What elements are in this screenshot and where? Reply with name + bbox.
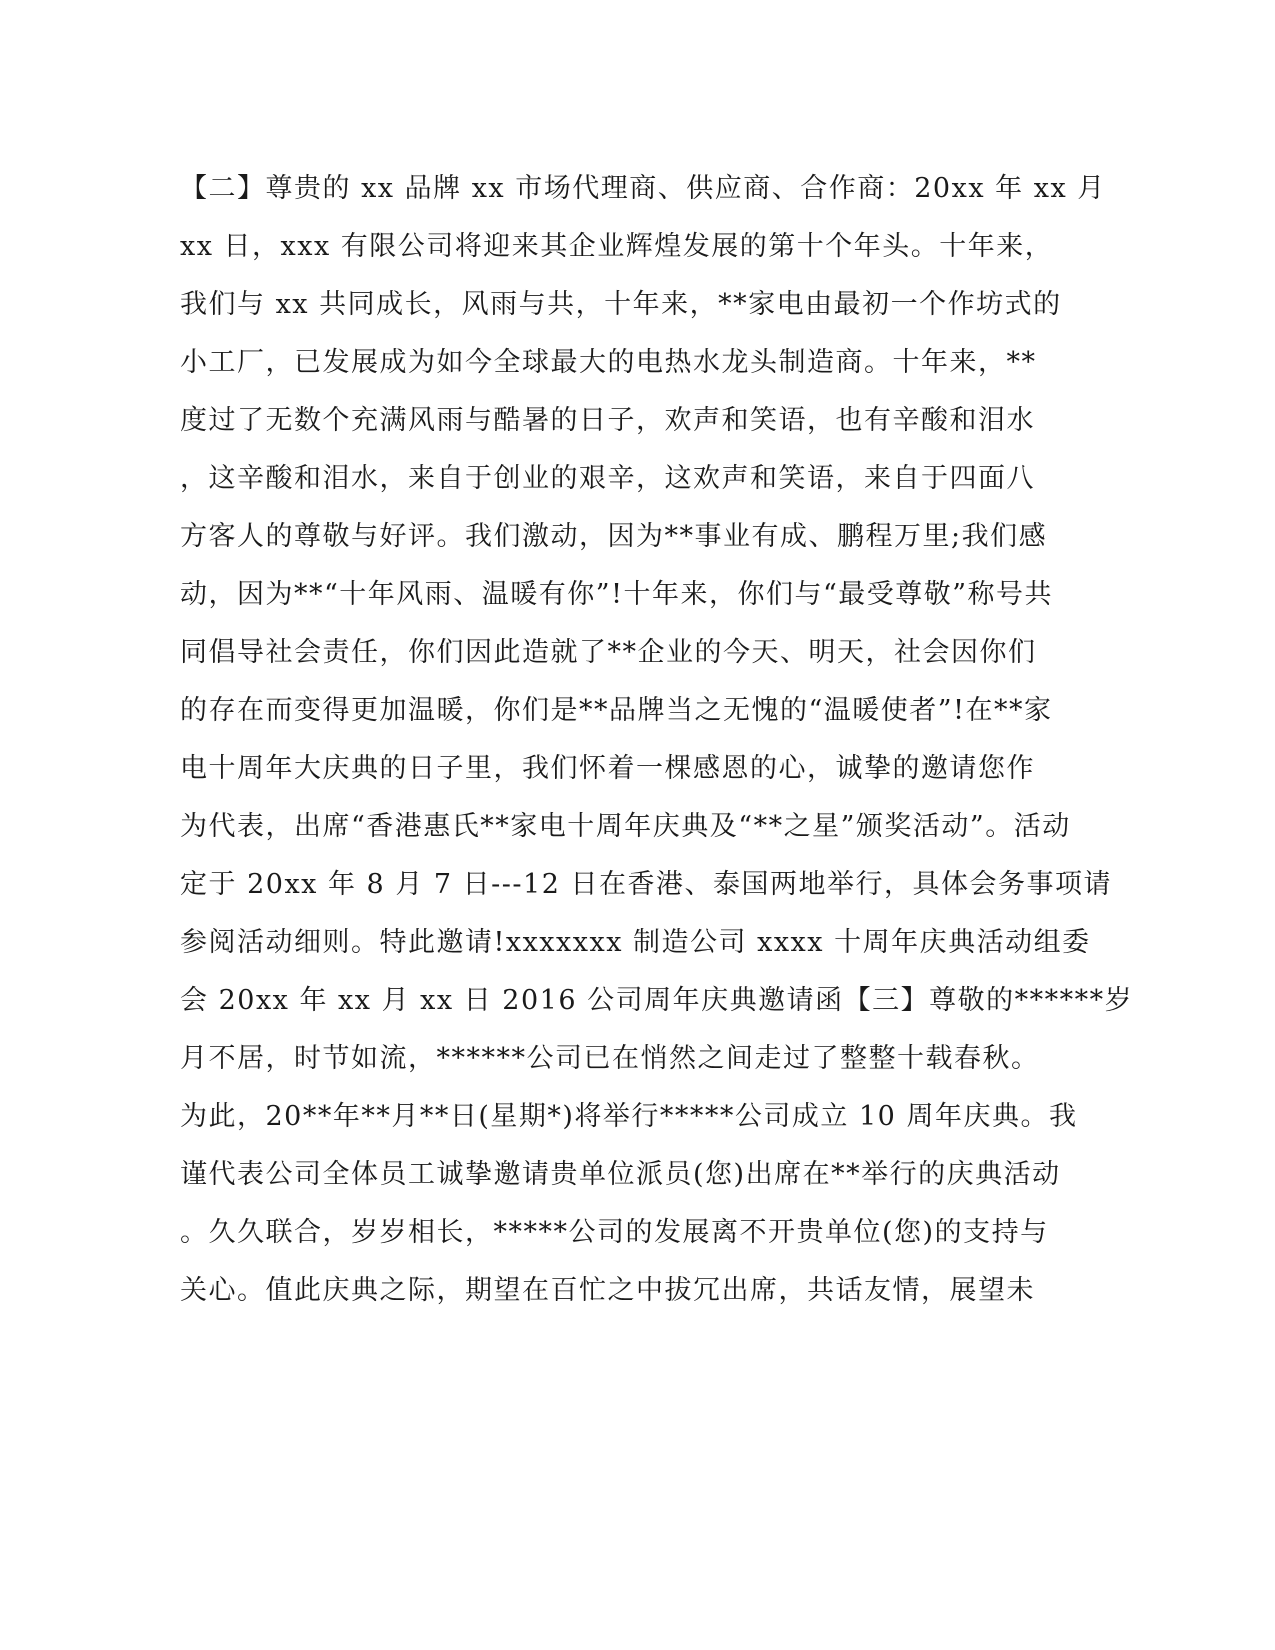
text-line: ，这辛酸和泪水，来自于创业的艰辛，这欢声和笑语，来自于四面八 xyxy=(180,463,1035,494)
text-line: 谨代表公司全体员工诚挚邀请贵单位派员(您)出席在**举行的庆典活动 xyxy=(180,1159,1061,1190)
text-line: 小工厂，已发展成为如今全球最大的电热水龙头制造商。十年来，** xyxy=(180,347,1037,378)
text-line: 参阅活动细则。特此邀请!xxxxxxx 制造公司 xxxx 十周年庆典活动组委 xyxy=(180,927,1091,958)
text-line: 关心。值此庆典之际，期望在百忙之中拔冗出席，共话友情，展望未 xyxy=(180,1275,1035,1306)
text-line: 为此，20**年**月**日(星期*)将举行*****公司成立 10 周年庆典。我 xyxy=(180,1101,1078,1132)
text-line: 月不居，时节如流，******公司已在悄然之间走过了整整十载春秋。 xyxy=(180,1043,1040,1074)
text-line: 的存在而变得更加温暖，你们是**品牌当之无愧的“温暖使者”!在**家 xyxy=(180,695,1053,726)
text-line: xx 日，xxx 有限公司将迎来其企业辉煌发展的第十个年头。十年来， xyxy=(180,231,1054,262)
text-line: 。久久联合，岁岁相长，*****公司的发展离不开贵单位(您)的支持与 xyxy=(180,1217,1049,1248)
text-line: 【二】尊贵的 xx 品牌 xx 市场代理商、供应商、合作商：20xx 年 xx 月 xyxy=(180,173,1106,204)
text-line: 动，因为**“十年风雨、温暖有你”!十年来，你们与“最受尊敬”称号共 xyxy=(180,579,1054,610)
body-text xyxy=(180,160,1134,1320)
text-line: 度过了无数个充满风雨与酷暑的日子，欢声和笑语，也有辛酸和泪水 xyxy=(180,405,1035,436)
text-line: 方客人的尊敬与好评。我们激动，因为**事业有成、鹏程万里;我们感 xyxy=(180,521,1048,552)
text-line: 会 20xx 年 xx 月 xx 日 2016 公司周年庆典邀请函【三】尊敬的******岁 xyxy=(180,985,1134,1016)
text-line: 同倡导社会责任，你们因此造就了**企业的今天、明天，社会因你们 xyxy=(180,637,1037,668)
text-line: 为代表，出席“香港惠氏**家电十周年庆典及“**之星”颁奖活动”。活动 xyxy=(180,811,1071,842)
text-line: 电十周年大庆典的日子里，我们怀着一棵感恩的心，诚挚的邀请您作 xyxy=(180,753,1035,784)
text-line: 我们与 xx 共同成长，风雨与共，十年来，**家电由最初一个作坊式的 xyxy=(180,289,1062,320)
text-line: 定于 20xx 年 8 月 7 日---12 日在香港、泰国两地举行，具体会务事项请 xyxy=(180,869,1112,900)
